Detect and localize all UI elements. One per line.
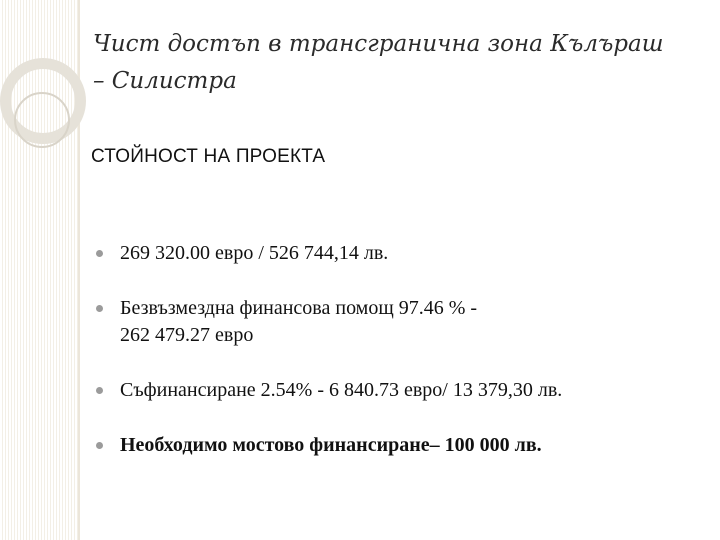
slide-subtitle: СТОЙНОСТ НА ПРОЕКТА (91, 146, 326, 167)
bullet-text: Безвъзмездна финансова помощ 97.46 % - (120, 297, 478, 319)
decorative-small-ring-icon (14, 92, 70, 148)
slide-title (93, 26, 693, 100)
slide-title-line-1: Чист достъп в трансгранична зона Кълъраш (93, 31, 664, 57)
bullet-continuation: 262 479.27 евро (120, 324, 254, 346)
bullet-item-total (96, 240, 696, 267)
bullet-item-cofinancing (96, 377, 696, 404)
bullet-icon (96, 387, 103, 394)
bullet-icon (96, 442, 103, 449)
bullet-icon (96, 250, 103, 257)
bullet-icon (96, 305, 103, 312)
slide-title-line-2: – Силистра (93, 68, 237, 94)
bullet-text: Необходимо мостово финансиране– 100 000 лв. (120, 434, 542, 456)
bullet-item-bridge-financing (96, 432, 696, 459)
bullet-text: 269 320.00 евро / 526 744,14 лв. (120, 242, 389, 264)
bullet-item-grant (96, 295, 696, 349)
bullet-list (96, 240, 696, 487)
bullet-text: Съфинансиране 2.54% - 6 840.73 евро/ 13 379,30 лв. (120, 379, 563, 401)
